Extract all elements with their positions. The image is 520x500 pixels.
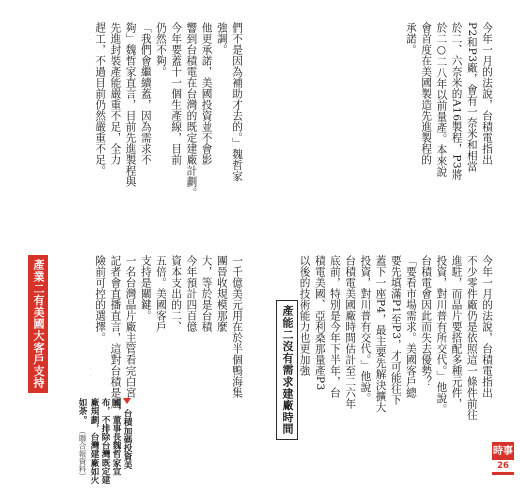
article-column-bottom-right: 今年一月的法說，台積電指出 不少零件廠仍是依照這一條件前往 進駐，而晶片要搭配多種元件， 投資，對川普有所交代。」他說。 台積電會因此而失去優勢？ 「要看市場需求。美國客戶總 要先填滿P1至P3，才可能往下 蓋下一座P4，最主要先解決擴大 投資，對川普有交代。」他說。 台積電美國廠時間估計至二六年 底前，特別是今年下半年，台 積電美國、亞利桑那量產P3 以後的技術能力也更加強 bbox=[298, 255, 493, 420]
article-column-top-left: 們不是因為補助才去的。」魏哲家 強調。 他更承諾，美國投資並不會影 響到台積電在台灣的既定建廠計劃。 今年要蓋十一個生產線，目前 仍然不夠。 「我們會繼續蓋，因為需求不 夠」魏哲家直言，目前先進製程與 先進封裝產能嚴重不足，全力 趕工，不過目前仍然嚴重不足。 bbox=[94, 22, 243, 198]
subhead-capacity-delay: 產能二沒有需求建廠時間 bbox=[276, 300, 298, 440]
caption-marker-icon bbox=[123, 398, 131, 404]
caption-text: 台積加碼投資美國，董事長魏哲家宣布，不排除台灣既定建廠規劃，台灣建廠如火如荼。 bbox=[77, 398, 132, 484]
article-column-top-right: 今年一月的法說，台積電指出 P2和P3廠，會有一奈米和相當 於二、六奈米的A16製程，P3將 於二○二八年以前量產。本來說 會首度在美國製造先進製程的 承諾。 bbox=[404, 22, 493, 180]
photo-caption bbox=[77, 398, 132, 486]
section-tag-label: 時事 bbox=[493, 446, 513, 457]
page-number: 26 bbox=[492, 460, 514, 472]
caption-credit: （聯合報資料） bbox=[78, 426, 87, 481]
subhead-us-customer-support: 產業二有美國大客戶支持 bbox=[28, 255, 48, 393]
section-tag bbox=[492, 442, 514, 475]
article-column-bottom-left: 一千億美元用在於半個鴨海集 團晉收規模那麼 大，等於是台積 今年預計四百億 資本支出的二、 五倍。美國客戶 支持是關鍵。 一名台灣晶片廠主管看完白宮 記者會直播直言，這對台積是風 險前可控的選擇。 bbox=[94, 255, 243, 409]
